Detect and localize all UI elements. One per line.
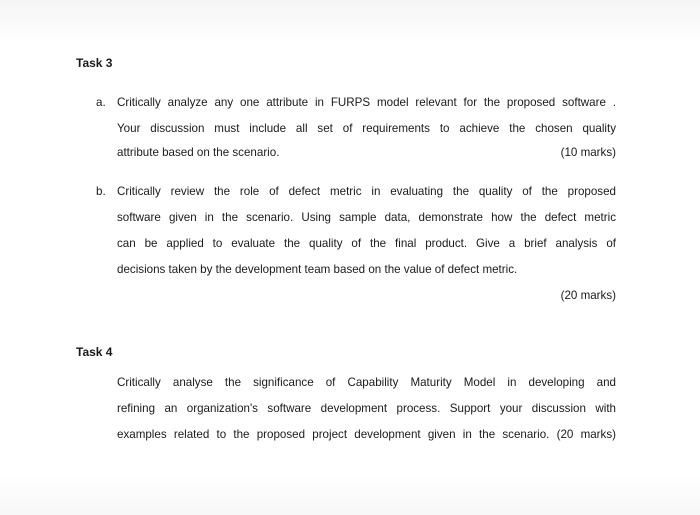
- item-b-line: Critically review the role of defect metric in evaluating the quality of the proposed: [117, 185, 616, 198]
- task4-line: Critically analyse the significance of Capability Maturity Model in developing and: [117, 376, 616, 389]
- item-a-line: Critically analyze any one attribute in FURPS model relevant for the proposed software .: [117, 96, 616, 109]
- task4-line: examples related to the proposed project development given in the scenario. (20 marks): [117, 428, 616, 441]
- item-a-line: attribute based on the scenario.: [117, 146, 280, 159]
- photo-edge-bottom: [0, 475, 700, 515]
- task4-line: refining an organization's software development process. Support your discussion with: [117, 402, 616, 415]
- item-a-marks: (10 marks): [560, 146, 616, 159]
- item-b-marks: (20 marks): [560, 289, 616, 302]
- photo-edge-top: [0, 0, 700, 40]
- item-b-label: b.: [96, 185, 106, 198]
- task4-heading: Task 4: [76, 345, 113, 359]
- task3-heading: Task 3: [76, 56, 113, 70]
- item-a-label: a.: [96, 96, 106, 109]
- item-b-line: decisions taken by the development team based on the value of defect metric.: [117, 263, 518, 276]
- item-b-line: can be applied to evaluate the quality of the final product. Give a brief analysis of: [117, 237, 616, 250]
- item-a-line: Your discussion must include all set of requirements to achieve the chosen quality: [117, 122, 616, 135]
- item-b-line: software given in the scenario. Using sample data, demonstrate how the defect metric: [117, 211, 616, 224]
